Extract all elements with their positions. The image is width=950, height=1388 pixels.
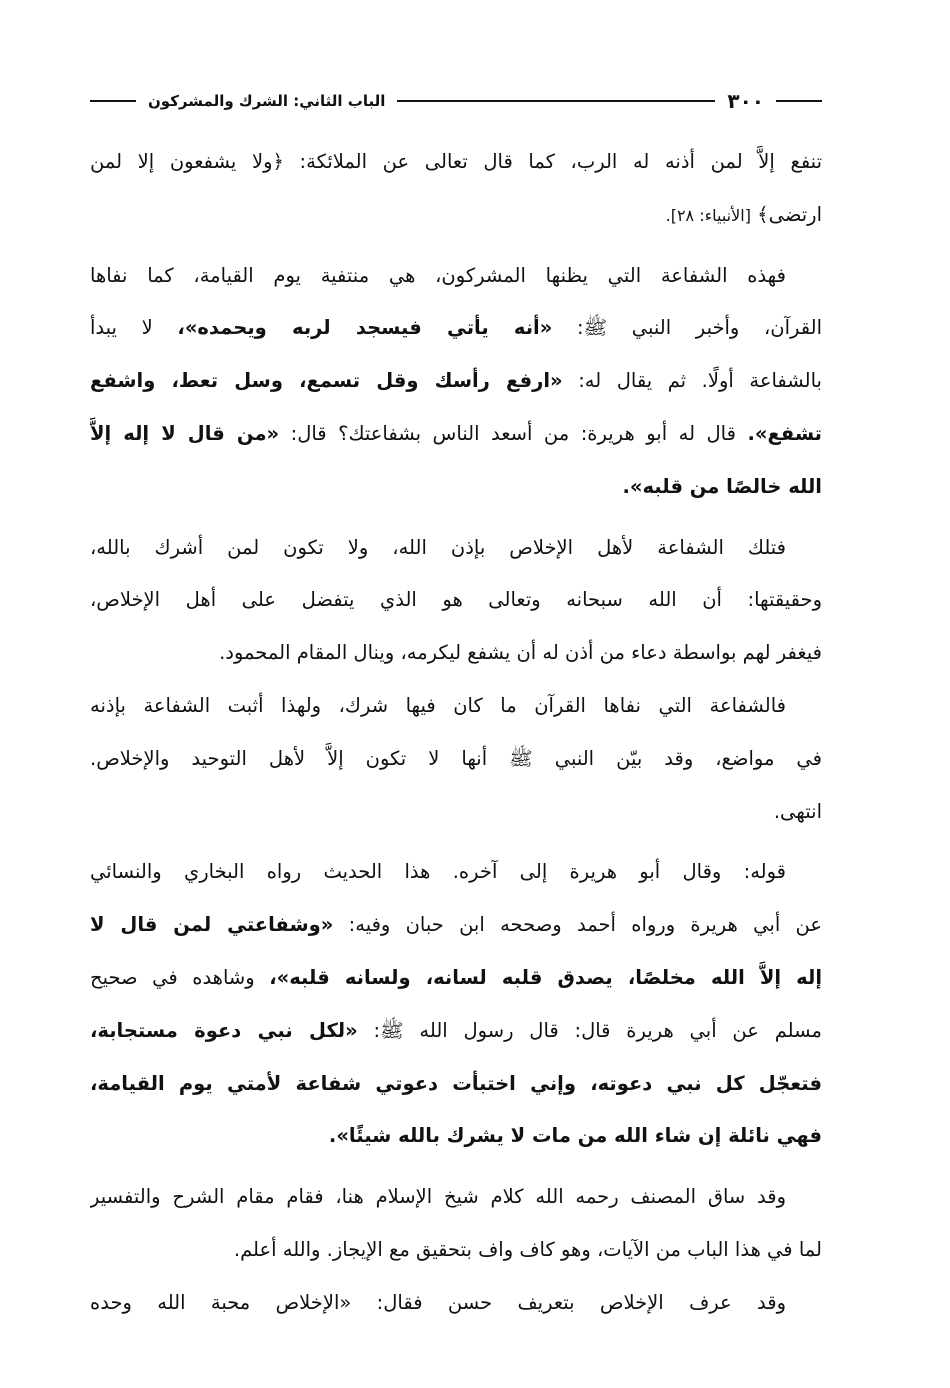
text-line: وحقيقتها: أن الله سبحانه وتعالى هو الذي يتفضل على أهل الإخلاص، (90, 588, 822, 612)
paragraph-start: وقد ساق المصنف رحمه الله كلام شيخ الإسلام هنا، فقام مقام الشرح والتفسير (90, 1185, 786, 1209)
text-line: إله إلاَّ الله مخلصًا، يصدق قلبه لسانه، ولسانه قلبه»، وشاهده في صحيح (90, 965, 822, 989)
header-rule-left (90, 100, 136, 102)
page-header (90, 78, 822, 124)
hadith-quote: إله إلاَّ الله مخلصًا، يصدق قلبه لسانه، ولسانه قلبه»، (269, 965, 822, 989)
paragraph-start: وقد عرف الإخلاص بتعريف حسن فقال: «الإخلاص محبة الله وحده (90, 1290, 786, 1314)
header-rule-right (776, 100, 822, 102)
text-line: عن أبي هريرة ورواه أحمد وصححه ابن حبان وفيه: «وشفاعتي لمن قال لا (90, 913, 822, 937)
book-page (90, 78, 822, 1330)
text-line: مسلم عن أبي هريرة قال: قال رسول الله ﷺ: «لكل نبي دعوة مستجابة، (90, 1018, 822, 1042)
page-number: ٣٠٠ (727, 89, 764, 113)
text-line: فيغفر لهم بواسطة دعاء من أذن له أن يشفع ليكرمه، وينال المقام المحمود. (219, 641, 822, 665)
text-line (90, 1058, 822, 1111)
hadith-quote: «ارفع رأسك وقل تسمع، وسل تعط، واشفع (90, 369, 563, 393)
hadith-quote: «أنه يأتي فيسجد لربه ويحمده»، (177, 316, 553, 340)
text-line: لما في هذا الباب من الآيات، وهو كاف واف بتحقيق مع الإيجاز. والله أعلم. (233, 1237, 822, 1261)
text-line: تشفع». قال له أبو هريرة: من أسعد الناس بشفاعتك؟ قال: «من قال لا إله إلاَّ (90, 421, 822, 445)
text-line: ارتضى﴾ [الأنبياء: ٢٨]. (665, 202, 822, 226)
text-line: تنفع إلاَّ لمن أذنه له الرب، كما قال تعالى عن الملائكة: ﴿ولا يشفعون إلا لمن (90, 150, 822, 173)
text-line (90, 1110, 822, 1163)
hadith-quote: «من قال لا إله إلاَّ (90, 421, 280, 445)
header-rule-middle (397, 100, 715, 102)
verse-citation: [الأنبياء: ٢٨]. (665, 205, 751, 225)
paragraph-start: قوله: وقال أبو هريرة إلى آخره. هذا الحديث رواه البخاري والنسائي (90, 860, 786, 884)
running-head: الباب الثاني: الشرك والمشركون (148, 92, 386, 110)
body-text (90, 136, 822, 1330)
hadith-quote: تشفع». (747, 421, 822, 445)
paragraph-start: فهذه الشفاعة التي يظنها المشركون، هي منتفية يوم القيامة، كما نفاها (90, 263, 786, 287)
hadith-quote: فهي نائلة إن شاء الله من مات لا يشرك بالله شيئًا». (328, 1124, 822, 1148)
paragraph-start: فالشفاعة التي نفاها القرآن ما كان فيها شرك، ولهذا أثبت الشفاعة بإذنه (90, 693, 786, 717)
text-line (90, 461, 822, 514)
hadith-quote: فتعجّل كل نبي دعوته، وإني اختبأت دعوتي شفاعة لأمتي يوم القيامة، (90, 1071, 822, 1095)
hadith-quote: «لكل نبي دعوة مستجابة، (90, 1018, 358, 1042)
hadith-quote: «وشفاعتي لمن قال لا (90, 913, 334, 937)
text-line: بالشفاعة أولًا. ثم يقال له: «ارفع رأسك وقل تسمع، وسل تعط، واشفع (90, 369, 822, 393)
hadith-quote: الله خالصًا من قلبه». (622, 474, 822, 498)
paragraph-start: فتلك الشفاعة لأهل الإخلاص بإذن الله، ولا تكون لمن أشرك بالله، (90, 535, 786, 559)
text-line: في مواضع، وقد بيّن النبي ﷺ أنها لا تكون إلاَّ لأهل التوحيد والإخلاص. (90, 746, 822, 770)
text-line: انتهى. (773, 799, 822, 823)
text-line: القرآن، وأخبر النبي ﷺ: «أنه يأتي فيسجد لربه ويحمده»، لا يبدأ (90, 316, 822, 340)
